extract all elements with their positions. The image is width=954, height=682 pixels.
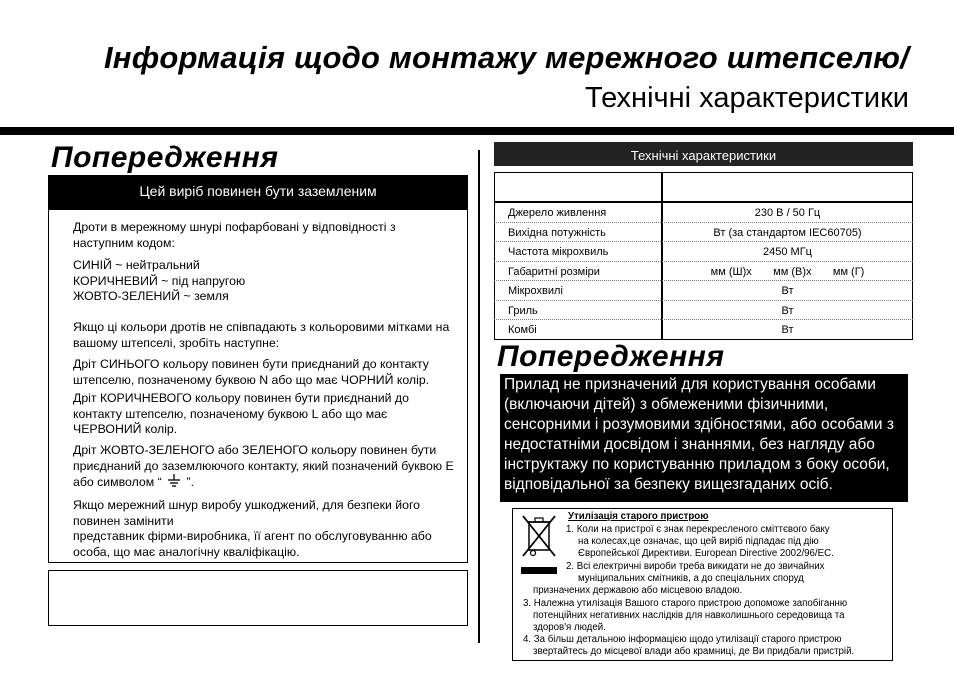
- specs-header: Технічні характеристики: [494, 142, 913, 166]
- wire-green-end: ”.: [186, 475, 195, 489]
- disposal-line: 3. Належна утилізація Вашого старого пристрою допоможе запобіганню: [523, 598, 848, 609]
- cord-replace: представник фірми-виробника, її агент по обслуговуванню або особа, що має аналогічну кваліфікацію.: [73, 529, 432, 559]
- warning-heading: Попередження: [51, 141, 279, 174]
- disposal-line: призначених державою або місцевою владою.: [533, 585, 743, 596]
- table-row: [494, 223, 913, 243]
- spec-label: Комбі: [508, 324, 537, 336]
- disposal-line: на колесах,це означає, що цей виріб підпадає під дію: [578, 536, 819, 547]
- spec-value: Вт: [781, 285, 794, 297]
- header-rule: [0, 127, 954, 135]
- spec-label: Вихідна потужність: [508, 226, 606, 239]
- spec-label: Частота мікрохвиль: [508, 246, 609, 258]
- right-warning-heading: Попередження: [497, 340, 725, 373]
- page-title: Інформація щодо монтажу мережного штепселю/: [103, 40, 909, 75]
- disposal-line: звертайтесь до місцевої влади або крамниці, де Ви придбали пристрій.: [533, 646, 855, 657]
- grounding-bar: Цей виріб повинен бути заземленим: [48, 175, 468, 210]
- table-row: [494, 262, 913, 282]
- spec-value: мм (Ш)x мм (В)x мм (Г): [710, 265, 865, 278]
- spec-value: Вт: [781, 304, 794, 317]
- table-row: [494, 301, 913, 321]
- wire-mismatch: Якщо ці кольори дротів не співпадають з кольоровими мітками на вашому штепселі, зробіть наступне:: [73, 320, 450, 350]
- empty-notice-box: [48, 570, 468, 626]
- spec-label: Джерело живлення: [508, 207, 607, 219]
- wire-green-text: Дріт ЖОВТО-ЗЕЛЕНОГО або ЗЕЛЕНОГО кольору повинен бути приєднаний до заземлюючого контакту, який позначений буквою E або символом “: [73, 443, 454, 489]
- page-subtitle: Технічні характеристики: [584, 82, 909, 114]
- right-warning-text: Прилад не призначений для користування особами (включаючи дітей) з обмеженими фізичними, сенсорними і розумовими здібностями, або особами з недостатніми досвідом і знаннями, без нагляду або інструктажу по користуванню приладом з боку особи, відповідальної за безпеку вищезгаданих осіб.: [500, 374, 908, 502]
- spec-label: Мікрохвилі: [508, 285, 563, 297]
- spec-value: 2450 МГц: [763, 246, 812, 258]
- crossed-bin-icon: [519, 512, 559, 562]
- disposal-box: [512, 508, 893, 661]
- disposal-line: 2. Всі електричні вироби треба викидати не до звичайних: [566, 561, 825, 572]
- wire-green-instr: [73, 443, 458, 491]
- disposal-line: потенційних негативних наслідків для навколишнього середовища та: [533, 610, 845, 621]
- disposal-title: Утилізація старого пристрою: [568, 511, 709, 522]
- wire-code-green: ЖОВТО-ЗЕЛЕНИЙ ~ земля: [73, 289, 229, 303]
- column-divider: [478, 150, 480, 643]
- wire-intro: Дроти в мережному шнурі пофарбовані у відповідності з наступним кодом:: [73, 220, 396, 250]
- earth-symbol-icon: [167, 474, 181, 487]
- disposal-line: муніципальних смітників, а до спеціальних споруд: [578, 573, 804, 584]
- disposal-line: Європейської Директиви. European Directive 2002/96/EC.: [578, 548, 834, 559]
- spec-label: Габаритні розміри: [508, 265, 600, 278]
- wire-brown-instr: Дріт КОРИЧНЕВОГО кольору повинен бути приєднаний до контакту штепселю, позначеному буквою L або що має ЧЕРВОНИЙ колір.: [73, 391, 409, 436]
- cord-damage: Якщо мережний шнур виробу ушкоджений, для безпеки його повинен замінити: [73, 498, 421, 528]
- spec-value: 230 В / 50 Гц: [754, 207, 821, 219]
- wire-code-brown: КОРИЧНЕВИЙ ~ під напругою: [73, 273, 246, 288]
- disposal-line: 1. Коли на пристрої є знак перекресленого сміттєвого баку: [566, 524, 830, 535]
- spec-value: Вт: [781, 324, 794, 336]
- table-row: [494, 203, 913, 223]
- spec-label: Гриль: [508, 304, 538, 317]
- table-row: [494, 320, 913, 340]
- table-row: [494, 281, 913, 301]
- disposal-line: 4. За більш детальною інформацією щодо утилізації старого пристрою: [523, 634, 842, 645]
- wire-code-blue: СИНІЙ ~ нейтральний: [73, 258, 200, 272]
- disposal-line: здоров'я людей.: [533, 622, 606, 633]
- table-row: [494, 242, 913, 262]
- bin-bar: [521, 567, 557, 574]
- spec-value: Вт (за стандартом IEC60705): [713, 226, 862, 239]
- wire-blue-instr: Дріт СИНЬОГО кольору повинен бути приєднаний до контакту штепселю, позначеному буквою N або що має ЧОРНИЙ колір.: [73, 357, 430, 387]
